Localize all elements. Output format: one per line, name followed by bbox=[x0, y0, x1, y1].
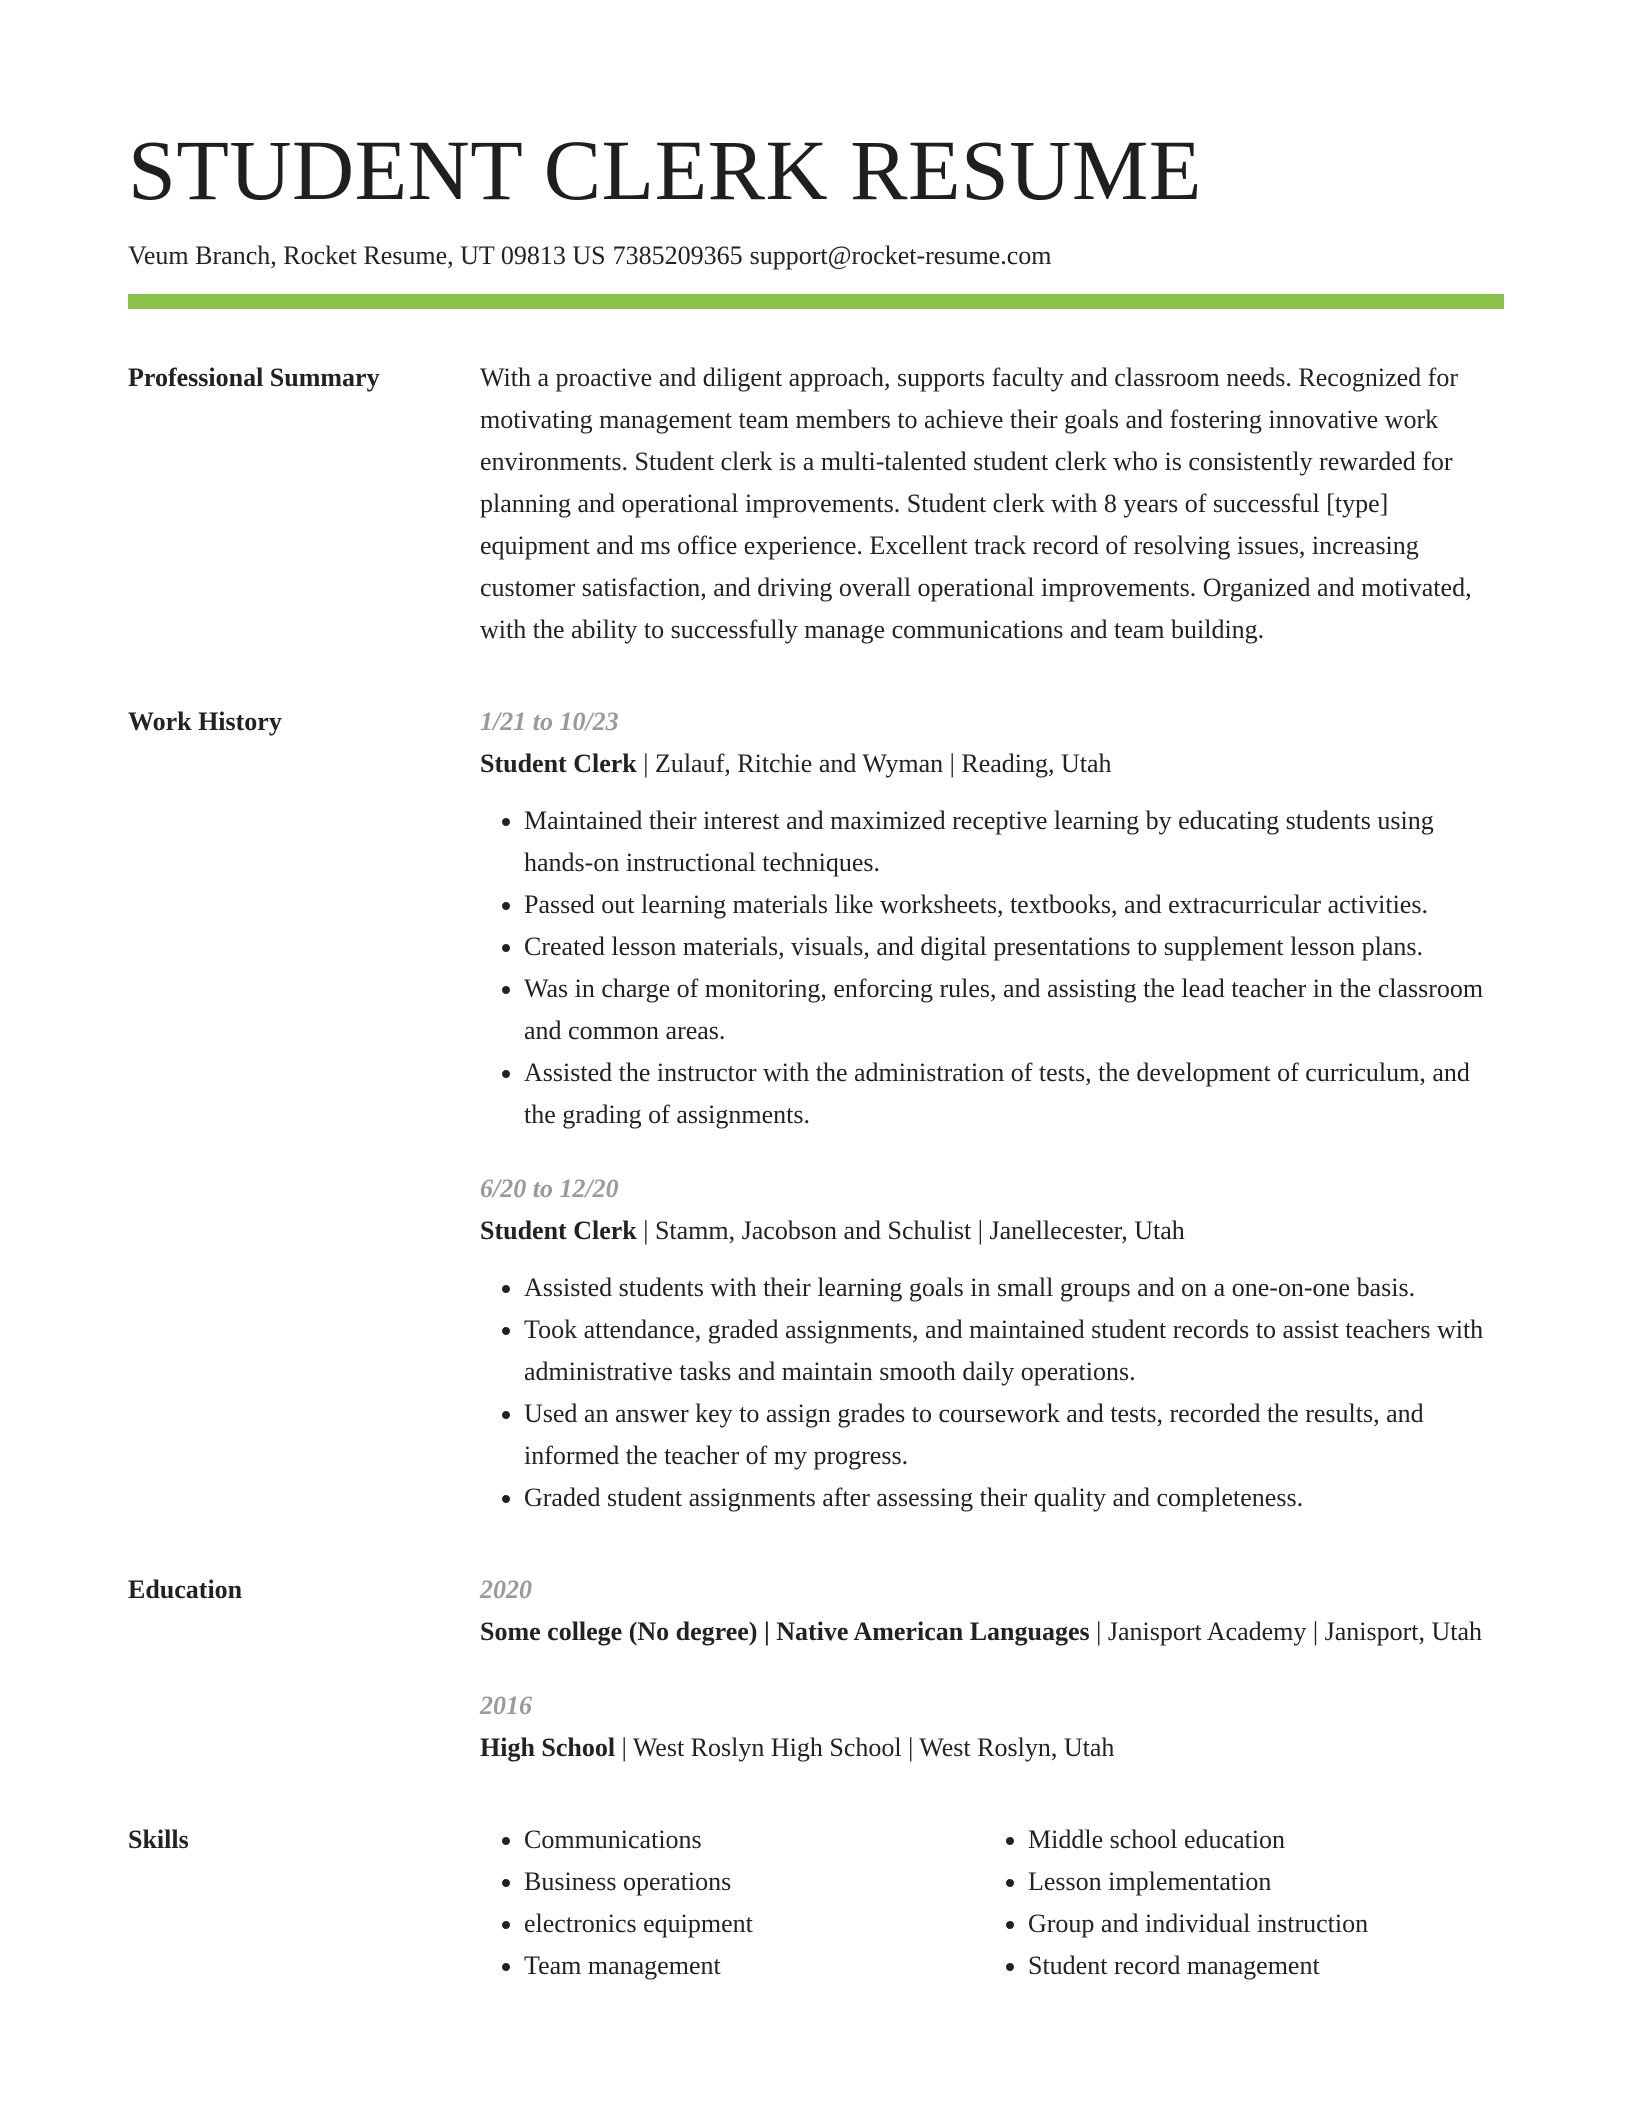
job-entry bbox=[480, 1168, 1504, 1519]
job-entry bbox=[480, 701, 1504, 1136]
list-item: • Business operations bbox=[524, 1861, 984, 1903]
education-degree: High School bbox=[480, 1733, 616, 1762]
list-item: • Team management bbox=[524, 1945, 984, 1987]
education-degree: Some college (No degree) | Native American Languages bbox=[480, 1617, 1090, 1646]
education-header bbox=[480, 1611, 1504, 1653]
list-item: • Student record management bbox=[1028, 1945, 1488, 1987]
list-item: • Was in charge of monitoring, enforcing rules, and assisting the lead teacher in the classroom and common areas. bbox=[524, 968, 1504, 1052]
list-item: • Created lesson materials, visuals, and digital presentations to supplement lesson plans. bbox=[524, 926, 1504, 968]
work-history-section bbox=[128, 701, 1504, 1519]
job-header bbox=[480, 1210, 1504, 1252]
list-item: • Took attendance, graded assignments, and maintained student records to assist teachers with administrative tasks and maintain smooth daily operations. bbox=[524, 1309, 1504, 1393]
summary-heading: Professional Summary bbox=[128, 363, 380, 392]
list-item: • Assisted the instructor with the administration of tests, the development of curriculum, and the grading of assignments. bbox=[524, 1052, 1504, 1136]
job-dates: 1/21 to 10/23 bbox=[480, 707, 619, 736]
skills-section bbox=[128, 1819, 1504, 1987]
education-year: 2020 bbox=[480, 1575, 532, 1604]
skills-heading: Skills bbox=[128, 1825, 189, 1854]
list-item: • Lesson implementation bbox=[1028, 1861, 1488, 1903]
list-item: • Middle school education bbox=[1028, 1819, 1488, 1861]
contact-line bbox=[128, 238, 1504, 274]
work-history-heading: Work History bbox=[128, 707, 282, 736]
resume-page bbox=[128, 0, 1504, 1987]
list-item: • Group and individual instruction bbox=[1028, 1903, 1488, 1945]
contact-address: Veum Branch, Rocket Resume, UT 09813 US bbox=[128, 241, 606, 270]
education-details: | West Roslyn High School | West Roslyn, Utah bbox=[615, 1733, 1115, 1762]
list-item: • Graded student assignments after assessing their quality and completeness. bbox=[524, 1477, 1504, 1519]
job-dates: 6/20 to 12/20 bbox=[480, 1174, 619, 1203]
contact-email: support@rocket-resume.com bbox=[749, 241, 1052, 270]
job-header bbox=[480, 743, 1504, 785]
job-details: | Zulauf, Ritchie and Wyman | Reading, Utah bbox=[636, 749, 1112, 778]
list-item: • Used an answer key to assign grades to coursework and tests, recorded the results, and informed the teacher of my progress. bbox=[524, 1393, 1504, 1477]
accent-divider bbox=[128, 294, 1504, 309]
list-item: • electronics equipment bbox=[524, 1903, 984, 1945]
resume-title: STUDENT CLERK RESUME bbox=[128, 122, 1202, 218]
list-item: • Assisted students with their learning goals in small groups and on a one-on-one basis. bbox=[524, 1267, 1504, 1309]
skills-list-left bbox=[480, 1819, 984, 1987]
education-entry bbox=[480, 1685, 1504, 1769]
education-year: 2016 bbox=[480, 1691, 532, 1720]
job-bullets bbox=[480, 800, 1504, 1136]
list-item: • Maintained their interest and maximized receptive learning by educating students using hands-on instructional techniques. bbox=[524, 800, 1504, 884]
education-header bbox=[480, 1727, 1504, 1769]
summary-text: With a proactive and diligent approach, supports faculty and classroom needs. Recognized for motivating management team members to achieve their goals and fostering innovative work environments. Student clerk is a multi-talented student clerk who is consistently rewarded for planning and operational improvements. Student clerk with 8 years of successful [type] equipment and ms office experience. Excellent track record of resolving issues, increasing customer satisfaction, and driving overall operational improvements. Organized and motivated, with the ability to successfully manage communications and team building. bbox=[480, 363, 1472, 644]
list-item: • Passed out learning materials like worksheets, textbooks, and extracurricular activities. bbox=[524, 884, 1504, 926]
summary-section bbox=[128, 357, 1504, 651]
job-title: Student Clerk bbox=[480, 1216, 637, 1245]
list-item: • Communications bbox=[524, 1819, 984, 1861]
education-section bbox=[128, 1569, 1504, 1769]
job-bullets bbox=[480, 1267, 1504, 1519]
education-heading: Education bbox=[128, 1575, 243, 1604]
job-details: | Stamm, Jacobson and Schulist | Janellecester, Utah bbox=[636, 1216, 1185, 1245]
education-details: | Janisport Academy | Janisport, Utah bbox=[1089, 1617, 1483, 1646]
education-entry bbox=[480, 1569, 1504, 1653]
skills-list-right bbox=[984, 1819, 1488, 1987]
contact-phone: 7385209365 bbox=[612, 241, 743, 270]
job-title: Student Clerk bbox=[480, 749, 637, 778]
